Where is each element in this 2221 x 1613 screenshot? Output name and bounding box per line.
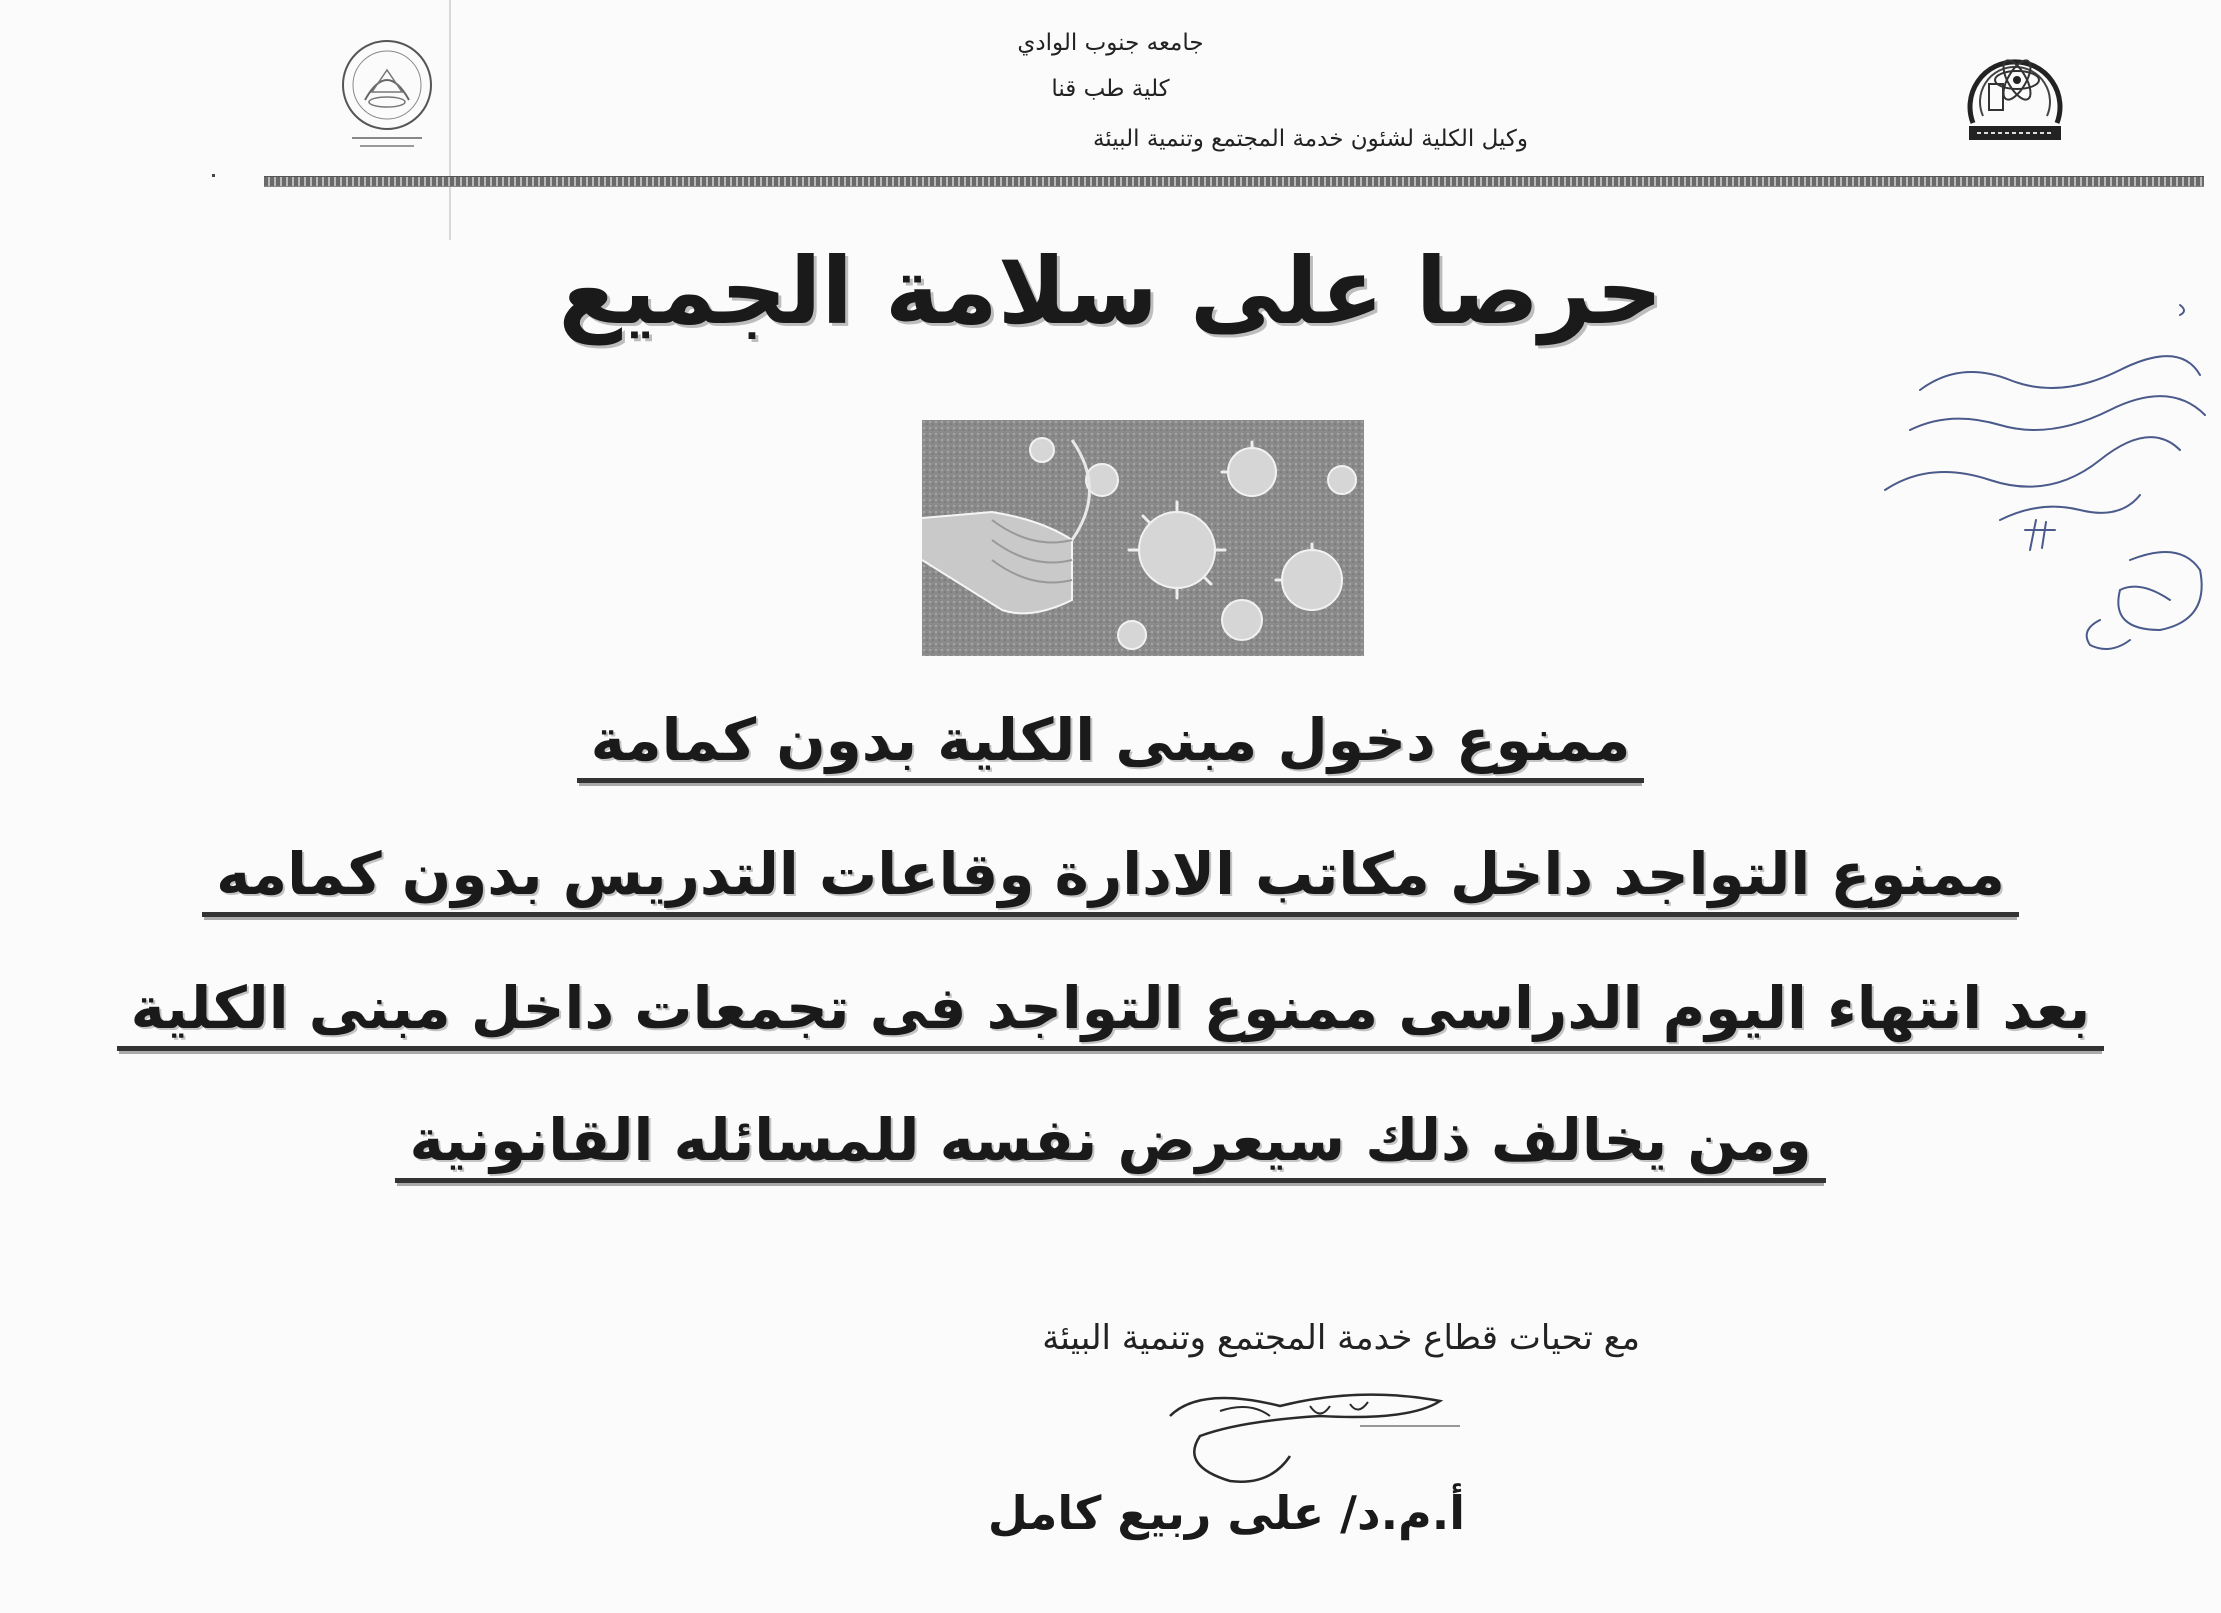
handwritten-signature xyxy=(1160,1376,1460,1496)
faculty-seal-icon xyxy=(330,30,445,155)
header-divider xyxy=(264,176,2204,187)
header-university: جامعه جنوب الوادي xyxy=(1017,30,1204,56)
handwritten-margin-note xyxy=(1880,300,2215,700)
rule-text-2: ممنوع التواجد داخل مكاتب الادارة وقاعات التدريس بدون كمامه xyxy=(202,840,2019,917)
page-title: حرصا على سلامة الجميع xyxy=(558,238,1663,345)
signer-name: أ.م.د/ على ربيع كامل xyxy=(987,1486,1465,1540)
university-emblem-icon xyxy=(1955,28,2075,150)
rule-text-1: ممنوع دخول مبنى الكلية بدون كمامة xyxy=(577,706,1645,783)
rule-text-4: ومن يخالف ذلك سيعرض نفسه للمسائله القانونية xyxy=(395,1106,1825,1183)
scan-speck xyxy=(212,174,215,177)
rule-line-1 xyxy=(0,706,2221,783)
closing-greeting: مع تحيات قطاع خدمة المجتمع وتنمية البيئة xyxy=(1042,1318,1640,1358)
virus-mask-photo xyxy=(922,420,1364,656)
rule-line-4 xyxy=(0,1106,2221,1183)
header-office: وكيل الكلية لشئون خدمة المجتمع وتنمية البيئة xyxy=(1092,126,1528,152)
rule-line-2 xyxy=(0,840,2221,917)
header-faculty: كلية طب قنا xyxy=(1051,76,1170,102)
rule-line-3 xyxy=(0,974,2221,1051)
rule-text-3: بعد انتهاء اليوم الدراسى ممنوع التواجد فى تجمعات داخل مبنى الكلية xyxy=(117,974,2105,1051)
